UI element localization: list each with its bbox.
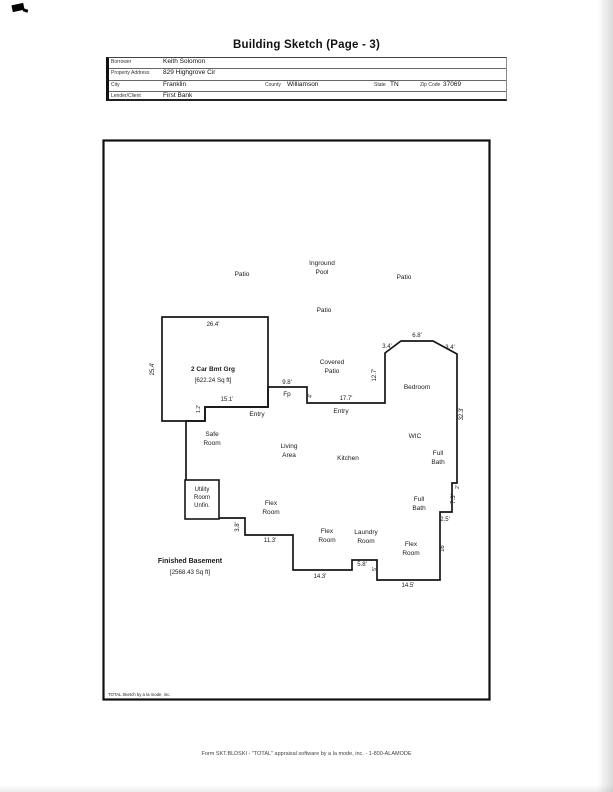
lender-value: First Bank <box>163 91 193 99</box>
sketch-branding: TOTAL Sketch by a la mode, inc. <box>108 692 171 697</box>
borrower-label: Borrower <box>111 59 132 65</box>
dimension-label: 14.3' <box>313 574 327 580</box>
city-label: City <box>111 81 120 88</box>
room-label: Bedroom <box>403 384 431 391</box>
room-label: Patio <box>234 271 250 278</box>
room-label: Entry <box>249 411 265 418</box>
dimension-label: 16' <box>440 544 446 552</box>
room-label: Patio <box>396 274 412 281</box>
basement-area-label: [2568.43 Sq ft] <box>169 569 211 576</box>
city-value: Franklin <box>163 80 187 88</box>
property-address-label: Property Address <box>111 70 150 77</box>
room-label: Full <box>432 450 444 457</box>
dimension-label: 7.3' <box>451 494 457 504</box>
dimension-label: 9.8' <box>282 380 292 386</box>
dimension-label: 3.8' <box>235 522 241 532</box>
sketch-labels <box>150 260 465 589</box>
county-value: Williamson <box>287 80 319 88</box>
dimension-label: 2.5' <box>440 517 450 523</box>
room-label: Unfin. <box>194 503 210 509</box>
dimension-label: 26.4' <box>206 322 220 328</box>
dimension-label: 11.3' <box>263 538 277 544</box>
zip-value: 37069 <box>443 80 462 88</box>
dimension-label: 3.4' <box>445 345 455 351</box>
room-label: Covered <box>319 359 345 366</box>
room-label: Laundry <box>354 529 378 536</box>
room-label: Room <box>318 537 336 544</box>
scan-edge-shadow <box>0 785 613 792</box>
room-label: Flex <box>320 528 334 535</box>
room-label: Room <box>203 440 221 447</box>
room-label: Patio <box>316 307 332 314</box>
dimension-label: 6.8' <box>412 333 422 339</box>
room-label: WIC <box>408 433 422 440</box>
zip-label: Zip Code <box>420 81 441 88</box>
dimension-label: 4' <box>308 394 314 398</box>
room-label: Room <box>262 509 280 516</box>
dimension-label: 32.3' <box>459 407 465 421</box>
room-label: Safe <box>205 431 219 438</box>
room-label: Patio <box>324 368 340 375</box>
dimension-label: 5.8' <box>357 562 367 568</box>
room-label: Flex <box>404 541 418 548</box>
lender-label: Lender/Client <box>111 92 141 99</box>
room-label: Full <box>413 496 425 503</box>
garage-title: 2 Car Bmt Grg <box>190 366 236 373</box>
basement-title: Finished Basement <box>157 558 223 565</box>
room-label: Pool <box>315 269 329 276</box>
room-label: Kitchen <box>337 455 359 462</box>
state-label: State <box>374 81 386 88</box>
room-label: Entry <box>333 408 349 415</box>
dimension-label: 25.4' <box>150 362 156 376</box>
room-label: Fp <box>283 391 291 398</box>
room-label: Area <box>282 452 296 459</box>
room-label: Inground <box>309 260 335 267</box>
form-footer: Form SKT.BLDSKI - "TOTAL" appraisal software by a la mode, inc. - 1-800-ALAMODE <box>201 751 412 757</box>
room-label: Room <box>193 495 211 501</box>
scan-edge-shadow <box>597 0 613 792</box>
county-label: County <box>265 81 281 88</box>
room-label: Utility <box>194 487 210 493</box>
dimension-label: 14.5' <box>401 583 415 589</box>
room-label: Bath <box>431 459 445 466</box>
borrower-value: Keith Solomon <box>163 58 206 65</box>
garage-area-label: [622.24 Sq ft] <box>194 377 232 384</box>
room-label: Bath <box>412 505 426 512</box>
dimension-label: 15.1' <box>220 397 234 403</box>
state-value: TN <box>390 80 399 88</box>
page-title: Building Sketch (Page - 3) <box>232 39 381 51</box>
room-label: Living <box>280 443 298 450</box>
dimension-label: 5' <box>372 567 378 571</box>
dimension-label: 3.4' <box>382 344 392 350</box>
room-label: Room <box>402 550 420 557</box>
dimension-label: 2' <box>455 485 461 489</box>
dimension-label: 17.7' <box>339 396 353 402</box>
room-label: Room <box>357 538 375 545</box>
property-address-value: 829 Highgrove Cir <box>163 69 216 77</box>
room-label: Flex <box>264 500 278 507</box>
dimension-label: 1.2' <box>196 405 202 413</box>
dimension-label: 12.7' <box>372 368 378 382</box>
